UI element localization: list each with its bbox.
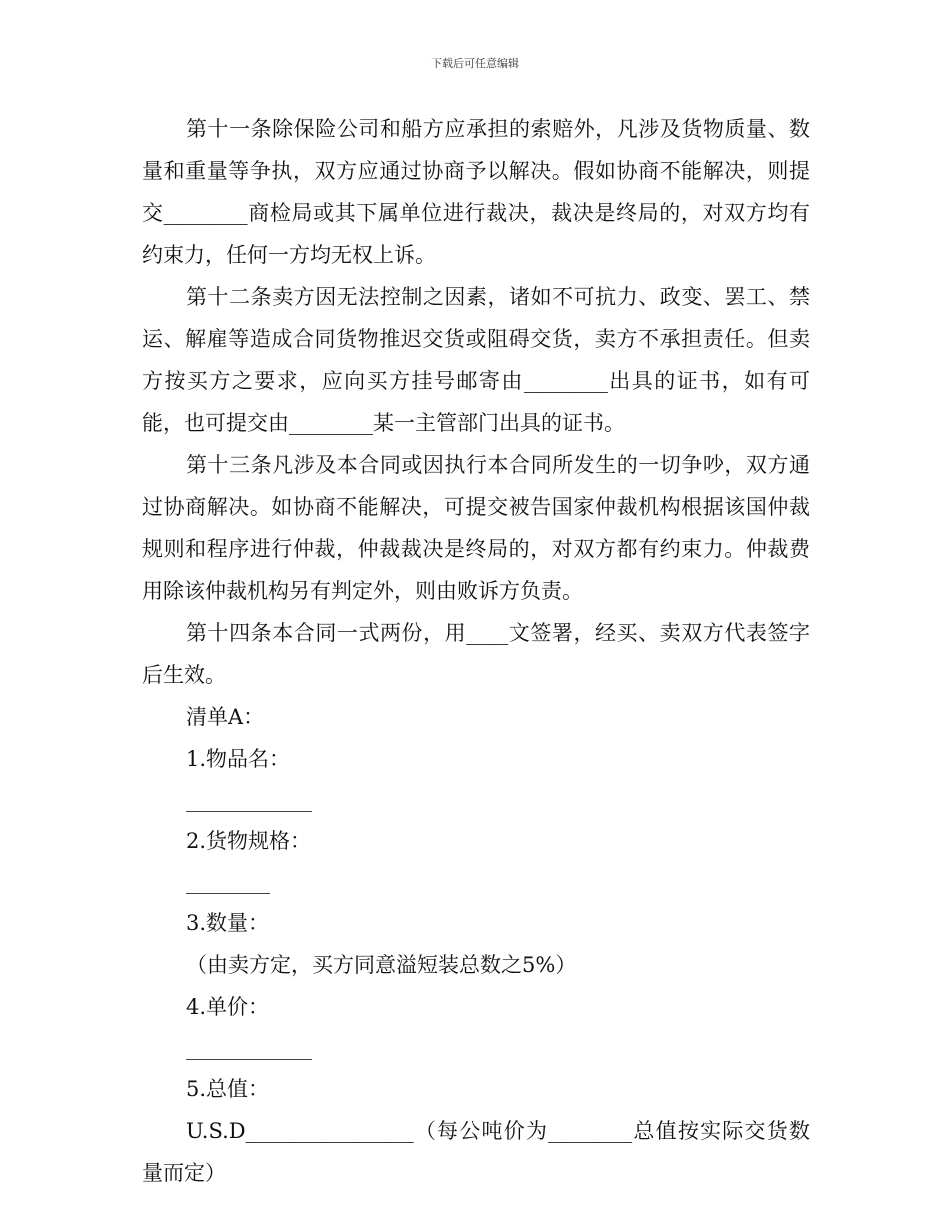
- article-13: 第十三条凡涉及本合同或因执行本合同所发生的一切争吵，双方通过协商解决。如协商不能解决，可提交被告国家仲裁机构根据该国仲裁规则和程序进行仲裁，仲裁裁决是终局的，对双方都有约束力。仲裁费用除该仲裁机构另有判定外，则由败诉方负责。: [142, 453, 810, 603]
- item-4-blank: ____________: [186, 1036, 312, 1060]
- page-header: 下载后可任意编辑: [431, 57, 519, 70]
- item-5-label: 5.总值：: [186, 1077, 270, 1101]
- article-12: 第十二条卖方因无法控制之因素，诸如不可抗力、政变、罢工、禁运、解雇等造成合同货物推迟交货或阻碍交货，卖方不承担责任。但卖方按买方之要求，应向买方挂号邮寄由________出具的证书，如有可能，也可提交由________某一主管部门出具的证书。: [142, 285, 810, 435]
- item-3-label: 3.数量：: [186, 911, 270, 935]
- article-14: 第十四条本合同一式两份，用____文签署，经买、卖双方代表签字后生效。: [142, 621, 810, 687]
- item-1-blank: ____________: [186, 788, 312, 812]
- item-2-label: 2.货物规格：: [186, 829, 312, 853]
- item-3-note: （由卖方定，买方同意溢短装总数之5%）: [186, 953, 577, 977]
- article-11: 第十一条除保险公司和船方应承担的索赔外，凡涉及货物质量、数量和重量等争执，双方应通过协商予以解决。假如协商不能解决，则提交________商检局或其下属单位进行裁决，裁决是终局的，对双方均有约束力，任何一方均无权上诉。: [142, 117, 810, 267]
- document-body: [142, 108, 810, 1194]
- list-title: 清单A：: [186, 705, 265, 729]
- item-1-label: 1.物品名：: [186, 747, 291, 771]
- item-2-blank: ________: [186, 870, 270, 894]
- item-4-label: 4.单价：: [186, 995, 270, 1019]
- item-5-text: U.S.D________________（每公吨价为________总值按实际交货数量而定）: [142, 1119, 810, 1185]
